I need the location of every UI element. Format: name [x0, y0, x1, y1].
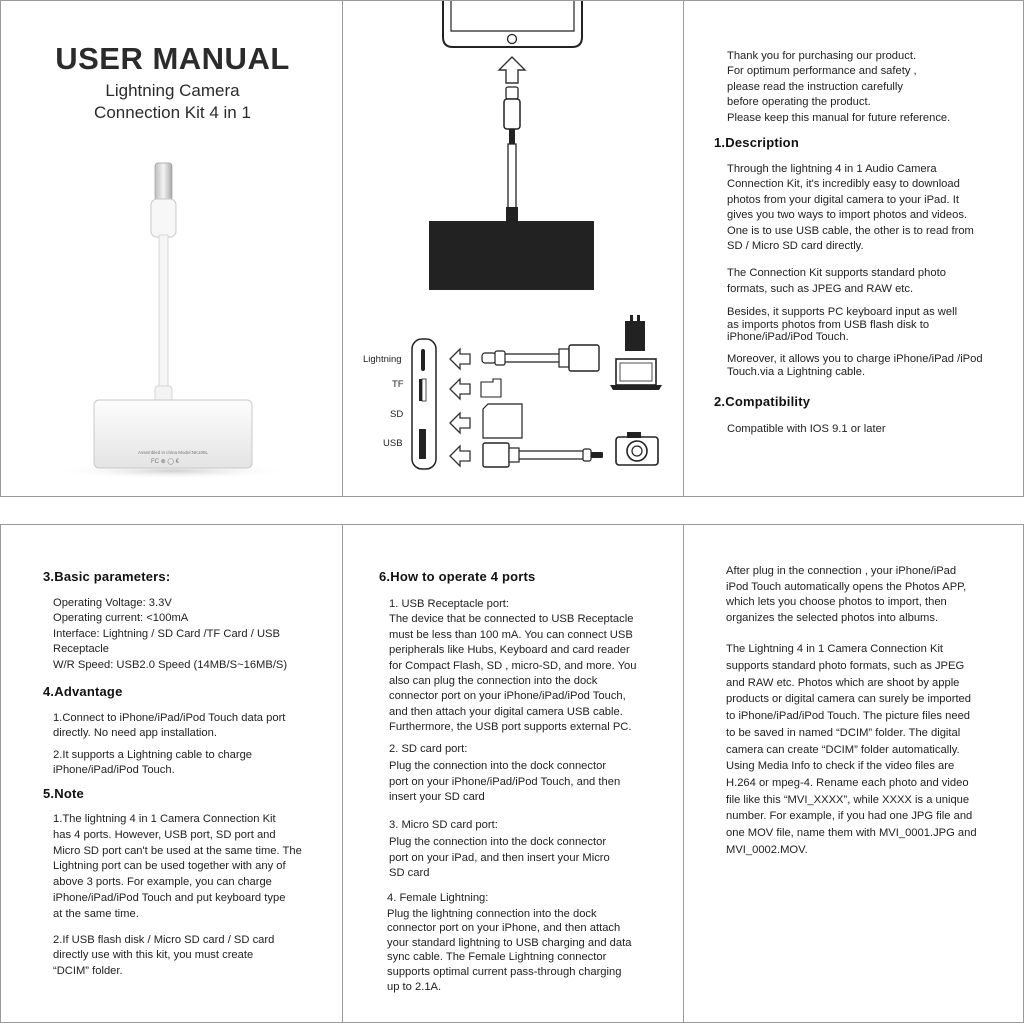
charger-icon — [625, 321, 645, 351]
operate-panel — [342, 524, 684, 1023]
operate-usb-section: 1. USB Receptacle port: The device that be connected to USB Receptacle must be less than 100 mA. You can connect USB peripherals like Hubs, Keyboard and card reader for Compact Flash, SD , micro-SD, and more. You also can plug the connection into the dock connector port on your iPhone/iPad/iPod Touch, and then attach your digital camera USB cable. Furthermore, the USB port supports external PC. — [389, 598, 637, 734]
sd-card-icon — [483, 404, 522, 438]
compatibility-text: Compatible with IOS 9.1 or later — [727, 423, 886, 435]
port-label-usb: USB — [383, 438, 403, 449]
manual-subtitle: Lightning Camera Connection Kit 4 in 1 — [94, 81, 251, 122]
description-heading: 1.Description — [714, 135, 799, 150]
manual-title: USER MANUAL — [55, 41, 290, 76]
port-label-lightning: Lightning — [363, 354, 402, 365]
note-heading: 5.Note — [43, 786, 84, 801]
note-list: 1.The lightning 4 in 1 Camera Connection Kit has 4 ports. However, USB port, SD port and Micro SD port can't be used at the same time. The Lightning port can be used together with any of above 3 ports. For example, you can charge iPhone/iPad/iPod Touch and put keyboard type at the same time. 2.If USB flash disk / Micro SD card / SD card directly use with this kit, you must create “DCIM” folder. — [53, 813, 302, 978]
port-label-tf: TF — [392, 379, 404, 390]
cover-panel — [0, 0, 343, 497]
basic-params-text: Operating Voltage: 3.3V Operating current: <100mA Interface: Lightning / SD Card /TF Card / USB Receptacle W/R Speed: USB2.0 Speed (14MB/S~16MB/S) — [53, 597, 288, 671]
ipad-outline — [443, 1, 582, 47]
advantage-list: 1.Connect to iPhone/iPad/iPod Touch data port directly. No need app installation. 2.It supports a Lightning cable to charge iPhone/iPad/iPod Touch. — [53, 712, 286, 777]
operate-sd-section: 2. SD card port: Plug the connection into the dock connector port on your iPhone/iPad/iPod Touch, and then insert your SD card — [389, 743, 621, 804]
microsd-card-icon — [481, 379, 501, 397]
photos-info-text: After plug in the connection , your iPhone/iPad iPod Touch automatically opens the Photos APP, which lets you choose photos to import, then organizes the selected photos into albums. The Lightning 4 in 1 Camera Connection Kit supports standard photo formats, such as JPEG and RAW etc. Photos which are shoot by apple products or digital camera can surely be imported to iPhone/iPad/iPod Touch. The picture files need to be saved in named “DCIM” folder. The digital camera can create “DCIM” folder automatically. Using Media Info to check if the video files are H.264 or mpeg-4. Rename each photo and video file like this “MVI_XXXX”, while XXXX is a unique number. For example, if you had one JPG file and one MOV file, name them with MVI_0001.JPG and MVI_0002.MOV. — [726, 565, 977, 856]
description-panel — [683, 0, 1024, 497]
left-arrows — [450, 349, 470, 466]
operate-heading: 6.How to operate 4 ports — [379, 569, 536, 584]
basic-params-heading: 3.Basic parameters: — [43, 569, 171, 584]
photos-info-panel — [683, 524, 1024, 1023]
svg-text:FC ⊗ ◯ €: FC ⊗ ◯ € — [151, 459, 180, 465]
home-button-icon — [508, 35, 517, 44]
description-body: Through the lightning 4 in 1 Audio Camera Connection Kit, it's incredibly easy to download photos from your digital camera to your iPad. It gives you two ways to import photos and videos. One is to use USB cable, the other is to read from SD / Micro SD card directly. The Connection Kit supports standard photo formats, such as JPEG and RAW etc. Besides, it supports PC keyboard input as well as imports photos from USB flash disk to iPhone/iPad/iPod Touch. Moreover, it allows you to charge iPhone/iPad /iPod Touch.via a Lightning cable. — [727, 163, 983, 379]
diagram-panel — [342, 0, 684, 497]
parameters-panel — [0, 524, 343, 1023]
port-label-sd: SD — [390, 409, 404, 420]
compatibility-heading: 2.Compatibility — [714, 394, 811, 409]
intro-text: Thank you for purchasing our product. For optimum performance and safety , please read the instruction carefully before operating the product. Please keep this manual for future reference. — [727, 50, 951, 124]
connection-diagram — [343, 1, 684, 497]
device-model-label: Assembled in china Model:NK108L — [137, 450, 209, 455]
up-arrow-icon — [499, 57, 525, 83]
adapter-illustration — [1, 1, 343, 497]
advantage-heading: 4.Advantage — [43, 684, 123, 699]
operate-microsd-section: 3. Micro SD card port: Plug the connection into the dock connector port on your iPad, and then insert your Micro SD card — [389, 819, 610, 880]
operate-lightning-section: 4. Female Lightning: Plug the lightning connection into the dock connector port on your iPhone, and then attach your standard lightning to USB charging and data sync cable. The Female Lightning connector supports optimal current pass-through charging up to 2.1A. — [387, 892, 632, 993]
hub-box — [429, 221, 594, 290]
